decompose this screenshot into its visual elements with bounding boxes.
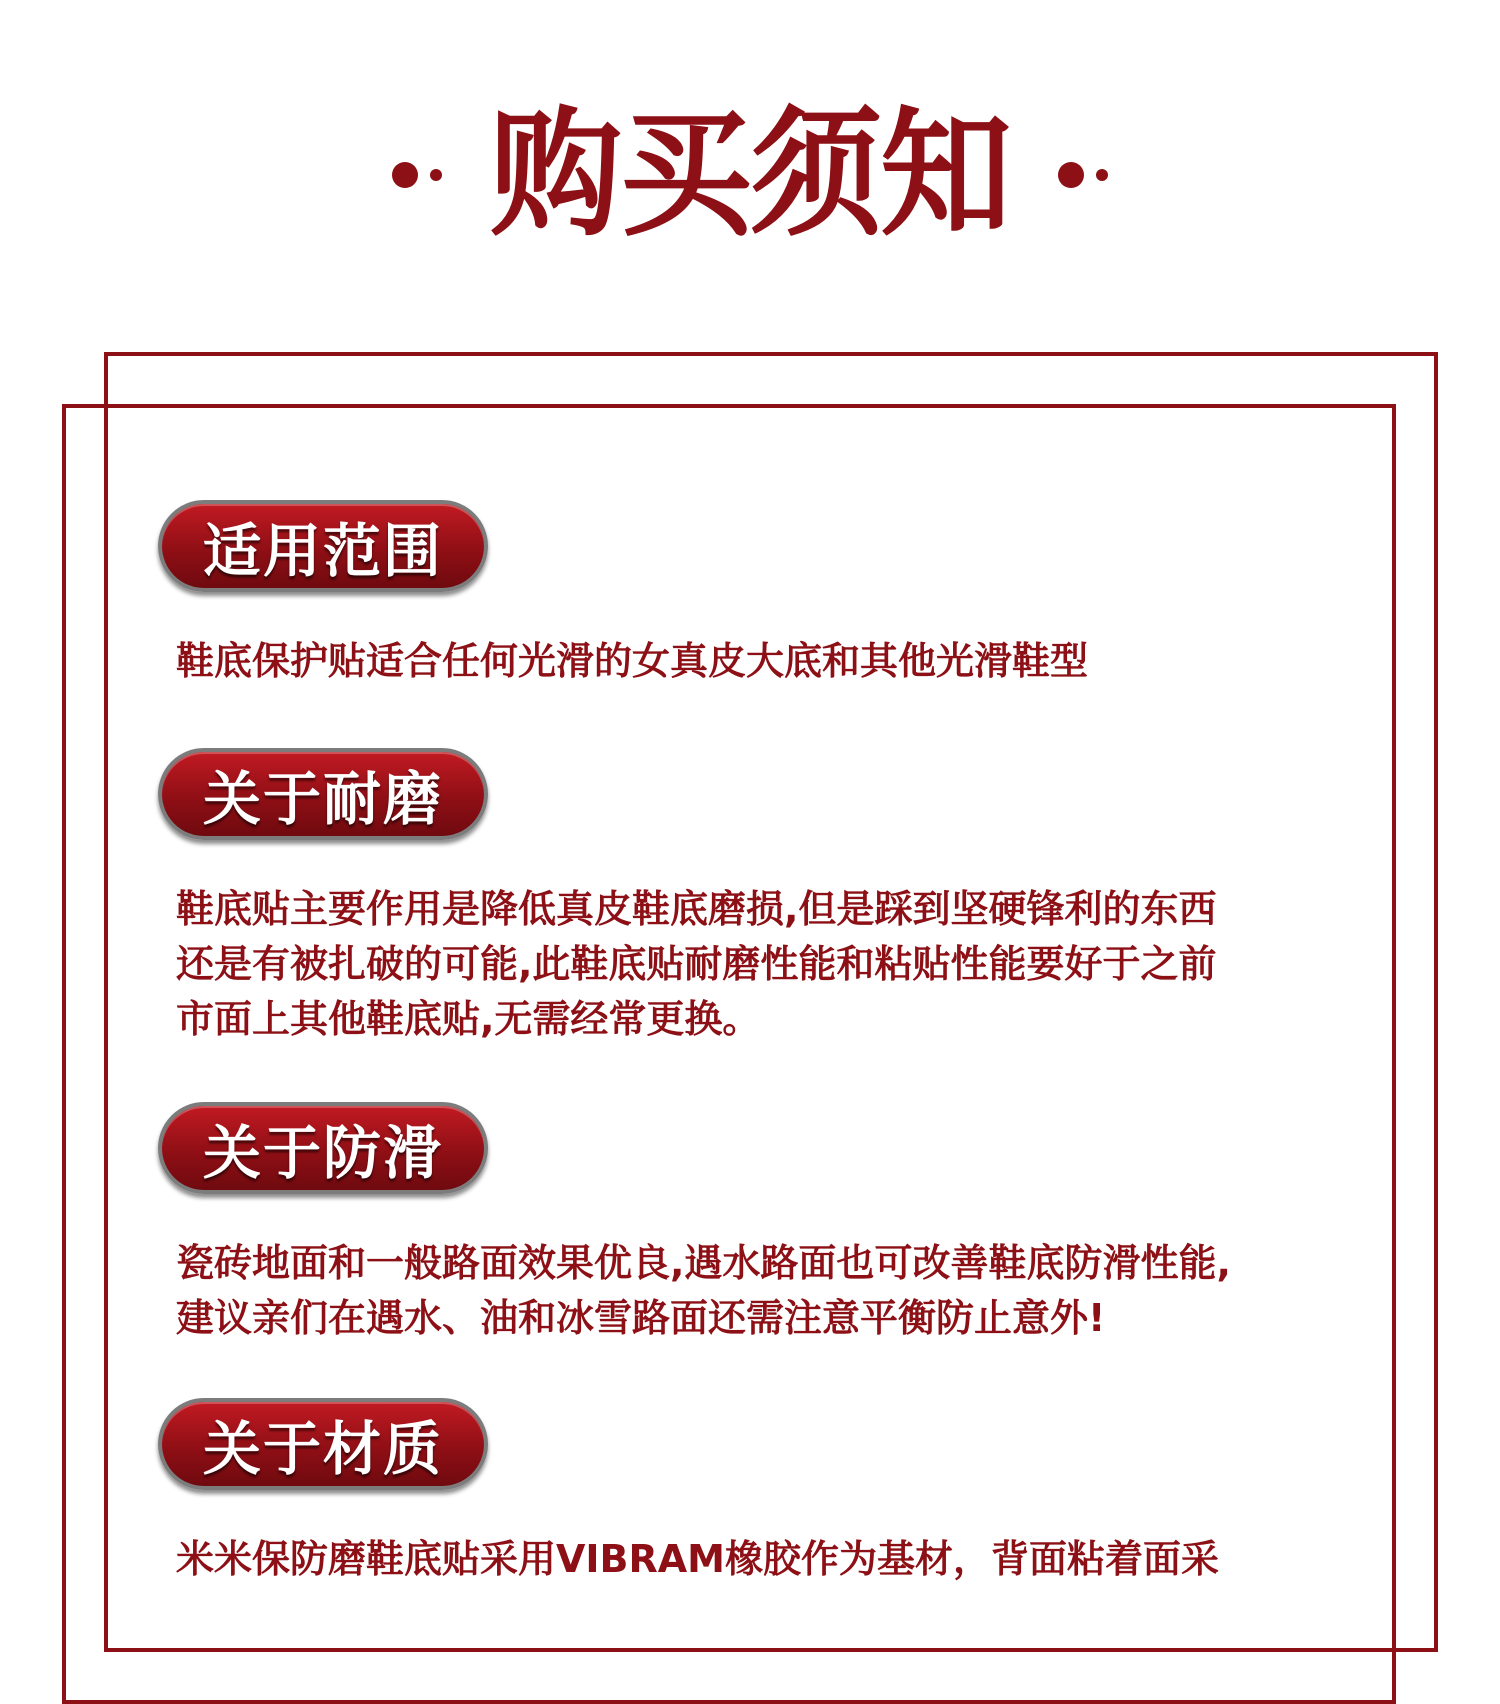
- header: [0, 95, 1500, 255]
- section-heading-badge: [158, 1398, 488, 1490]
- section-body: 鞋底保护贴适合任何光滑的女真皮大底和其他光滑鞋型: [176, 639, 1089, 683]
- section-heading: 适用范围: [202, 517, 443, 585]
- dot-icon: [392, 162, 418, 188]
- page-title: 购买须知: [490, 94, 1010, 256]
- section-heading-badge: [158, 748, 488, 840]
- header-dots-left: [392, 162, 442, 188]
- section-scope: [158, 500, 1358, 689]
- section-body: 米米保防磨鞋底贴采用VIBRAM橡胶作为基材，背面粘着面采: [176, 1537, 1219, 1581]
- section-wear: [158, 748, 1358, 1047]
- section-heading: 关于防滑: [202, 1119, 443, 1187]
- section-body: 瓷砖地面和一般路面效果优良,遇水路面也可改善鞋底防滑性能, 建议亲们在遇水、油和冰雪路面还需注意平衡防止意外!: [176, 1241, 1231, 1340]
- dot-icon: [430, 169, 442, 181]
- section-heading: 关于材质: [202, 1415, 443, 1483]
- section-heading: 关于耐磨: [202, 765, 443, 833]
- section-material: [158, 1398, 1358, 1587]
- section-antislip: [158, 1102, 1358, 1346]
- dot-icon: [1058, 162, 1084, 188]
- header-dots-right: [1058, 162, 1108, 188]
- section-heading-badge: [158, 500, 488, 592]
- section-heading-badge: [158, 1102, 488, 1194]
- section-body: 鞋底贴主要作用是降低真皮鞋底磨损,但是踩到坚硬锋利的东西 还是有被扎破的可能,此鞋底贴耐磨性能和粘贴性能要好于之前 市面上其他鞋底贴,无需经常更换。: [176, 887, 1217, 1041]
- dot-icon: [1096, 169, 1108, 181]
